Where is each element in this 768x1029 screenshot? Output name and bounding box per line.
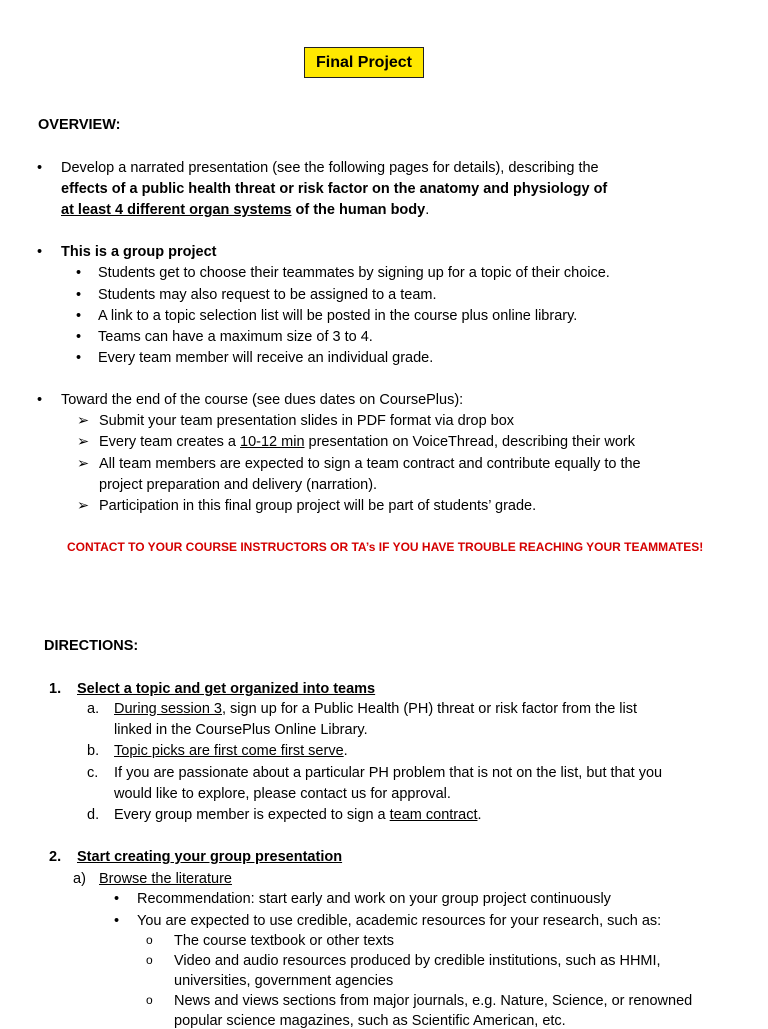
text-run: . xyxy=(343,743,348,759)
step2-a-letter: a) xyxy=(73,871,86,887)
step1-a-text xyxy=(114,701,637,717)
page-title: Final Project xyxy=(304,47,424,78)
resource-news-line2: popular science magazines, such as Scientific American, etc. xyxy=(174,1013,566,1029)
text-run: . xyxy=(477,807,482,823)
circle-bullet-icon: o xyxy=(146,993,153,1007)
resource-video-line2: universities, government agencies xyxy=(174,973,394,989)
end-of-course-heading: Toward the end of the course (see dues dates on CoursePlus): xyxy=(61,392,464,408)
step2-number: 2. xyxy=(49,849,62,865)
step1-c-line2: would like to explore, please contact us for approval. xyxy=(114,786,451,802)
human-body-text: of the human body xyxy=(291,202,426,218)
resource-textbook: The course textbook or other texts xyxy=(174,933,395,949)
browse-literature-text: Browse the literature xyxy=(99,871,232,887)
step1-c-letter: c. xyxy=(87,765,99,781)
bullet-icon: • xyxy=(37,392,43,408)
step1-d-text xyxy=(114,807,482,823)
text-run: presentation on VoiceThread, describing their work xyxy=(304,434,635,450)
bullet-icon: • xyxy=(76,308,82,324)
duration-text: 10-12 min xyxy=(240,434,305,450)
team-contract-text: team contract xyxy=(389,807,478,823)
step1-d-letter: d. xyxy=(87,807,100,823)
bullet-icon: • xyxy=(37,244,43,260)
circle-bullet-icon: o xyxy=(146,933,153,947)
directions-heading: DIRECTIONS: xyxy=(44,638,139,654)
overview-item1-line3 xyxy=(61,202,429,218)
team-contract-line2: project preparation and delivery (narration). xyxy=(99,477,378,493)
team-contract-line1: All team members are expected to sign a team contract and contribute equally to the xyxy=(99,456,641,472)
bullet-icon: • xyxy=(114,913,120,929)
text-run: , sign up for a Public Health (PH) threat or risk factor from the list xyxy=(222,701,638,717)
participation-text: Participation in this final group project will be part of students’ grade. xyxy=(99,498,537,514)
arrow-bullet-icon: ➢ xyxy=(77,498,90,514)
group-sub-item: Students may also request to be assigned to a team. xyxy=(98,287,437,303)
text-run: Every group member is expected to sign a xyxy=(114,807,390,823)
group-sub-item: Teams can have a maximum size of 3 to 4. xyxy=(98,329,373,345)
bullet-icon: • xyxy=(114,891,120,907)
group-sub-item: A link to a topic selection list will be posted in the course plus online library. xyxy=(98,308,578,324)
period-text: . xyxy=(425,202,430,218)
session-text: During session 3 xyxy=(114,701,222,717)
overview-item1-line1: Develop a narrated presentation (see the following pages for details), describing the xyxy=(61,160,599,176)
first-come-text: Topic picks are first come first serve xyxy=(114,743,344,759)
bullet-icon: • xyxy=(37,160,43,176)
overview-item1-line2: effects of a public health threat or risk factor on the anatomy and physiology of xyxy=(61,181,608,197)
bullet-icon: • xyxy=(76,329,82,345)
credible-resources-text: You are expected to use credible, academic resources for your research, such as: xyxy=(137,913,662,929)
arrow-bullet-icon: ➢ xyxy=(77,413,90,429)
text-run: Every team creates a xyxy=(99,434,241,450)
group-sub-item: Every team member will receive an individual grade. xyxy=(98,350,434,366)
circle-bullet-icon: o xyxy=(146,953,153,967)
bullet-icon: • xyxy=(76,350,82,366)
bullet-icon: • xyxy=(76,287,82,303)
step1-c-line1: If you are passionate about a particular PH problem that is not on the list, but that you xyxy=(114,765,663,781)
submit-slides-text: Submit your team presentation slides in PDF format via drop box xyxy=(99,413,515,429)
presentation-length-text xyxy=(99,434,635,450)
step2-title: Start creating your group presentation xyxy=(77,849,343,865)
step1-b-text xyxy=(114,743,348,759)
resource-news-line1: News and views sections from major journals, e.g. Nature, Science, or renowned xyxy=(174,993,693,1009)
step1-b-letter: b. xyxy=(87,743,100,759)
resource-video-line1: Video and audio resources produced by credible institutions, such as HHMI, xyxy=(174,953,661,969)
overview-heading: OVERVIEW: xyxy=(38,117,121,133)
arrow-bullet-icon: ➢ xyxy=(77,434,90,450)
step1-a-line2: linked in the CoursePlus Online Library. xyxy=(114,722,368,738)
bullet-icon: • xyxy=(76,265,82,281)
arrow-bullet-icon: ➢ xyxy=(77,456,90,472)
step1-title: Select a topic and get organized into teams xyxy=(77,681,376,697)
step1-a-letter: a. xyxy=(87,701,100,717)
step1-number: 1. xyxy=(49,681,62,697)
recommendation-text: Recommendation: start early and work on your group project continuously xyxy=(137,891,611,907)
group-sub-item: Students get to choose their teammates by signing up for a topic of their choice. xyxy=(98,265,610,281)
organ-systems-text: at least 4 different organ systems xyxy=(61,202,292,218)
group-project-heading: This is a group project xyxy=(61,244,217,260)
contact-warning: CONTACT TO YOUR COURSE INSTRUCTORS OR TA’s IF YOU HAVE TROUBLE REACHING YOUR TEAMMATES! xyxy=(67,540,704,554)
